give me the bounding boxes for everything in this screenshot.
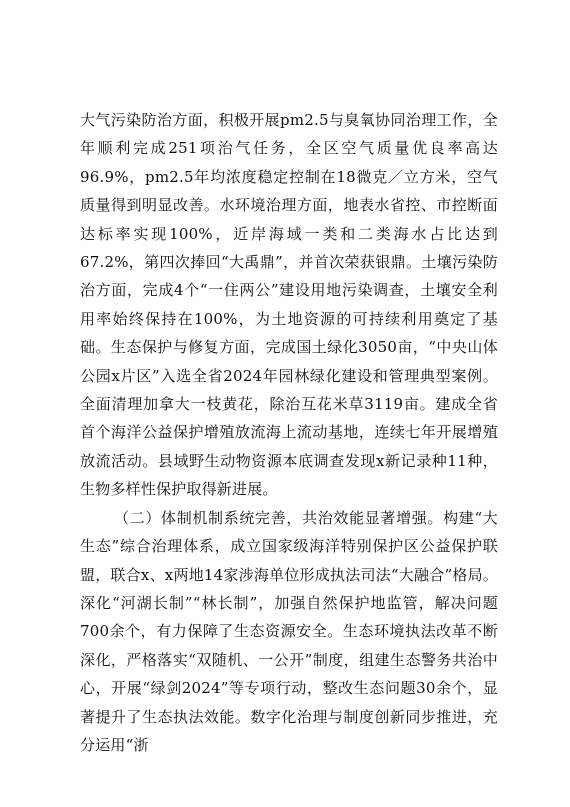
body-paragraph-2: （二）体制机制系统完善，共治效能显著增强。构建“大生态”综合治理体系，成立国家级海洋特别保护区公益保护联盟，联合x、x两地14家涉海单位形成执法司法“大融合”格局。深化“河湖长制”“林长制”，加强自然保护地监管，解决问题700余个，有力保障了生态资源安全。生态环境执法改革不断深化，严格落实“双随机、一公开”制度，组建生态警务共治中心，开展“绿剑2024”等专项行动，整改生态问题30余个，显著提升了生态执法效能。数字化治理与制度创新同步推进，充分运用“浙 (80, 508, 498, 754)
body-paragraph-1: 大气污染防治方面，积极开展pm2.5与臭氧协同治理工作，全年顺利完成251项治气任务，全区空气质量优良率高达96.9%，pm2.5年均浓度稳定控制在18微克／立方米，空气质量得到明显改善。水环境治理方面，地表水省控、市控断面达标率实现100%，近岸海域一类和二类海水占比达到67.2%，第四次捧回“大禹鼎”，并首次荣获银鼎。土壤污染防治方面，完成4个“一住两公”建设用地污染调查，土壤安全利用率始终保持在100%，为土地资源的可持续利用奠定了基础。生态保护与修复方面，完成国土绿化3050亩，“中央山体公园x片区”入选全省2024年园林绿化建设和管理典型案例。全面清理加拿大一枝黄花，除治互花米草3119亩。建成全省首个海洋公益保护增殖放流海上流动基地，连续七年开展增殖放流活动。县域野生动物资源本底调查发现x新记录种11种，生物多样性保护取得新进展。 (80, 111, 498, 499)
